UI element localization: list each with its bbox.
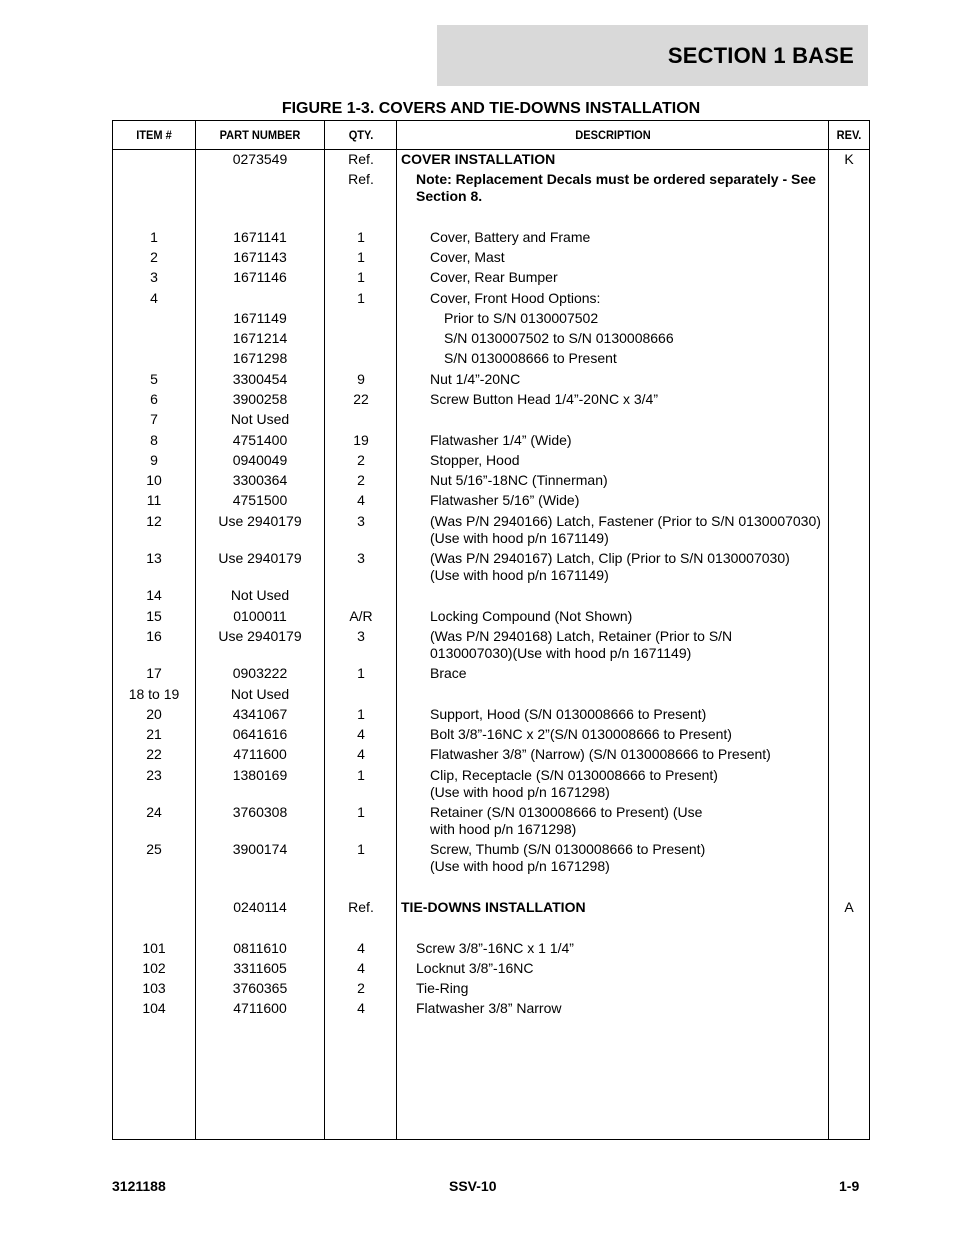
cell-part-number: 0940049 — [232, 452, 288, 468]
cell-quantity: 1 — [357, 804, 365, 820]
parts-table — [112, 120, 870, 1140]
column-divider — [828, 121, 829, 1139]
cell-quantity: 1 — [357, 767, 365, 783]
cell-item-number: 8 — [150, 432, 158, 448]
cell-revision: K — [844, 151, 854, 167]
cell-quantity: 2 — [357, 980, 365, 996]
cell-description: Flatwasher 3/8” (Narrow) (S/N 0130008666 to Present) — [430, 746, 771, 762]
cell-description: (Was P/N 2940167) Latch, Clip (Prior to S/N 0130007030) (Use with hood p/n 1671149) — [430, 550, 790, 583]
column-header-rev: REV. — [836, 128, 862, 142]
cell-item-number: 10 — [146, 472, 162, 488]
cell-quantity: Ref. — [348, 151, 374, 167]
cell-quantity: 22 — [353, 391, 369, 407]
cell-part-number: 3311605 — [233, 960, 287, 976]
column-header-part-number: PART NUMBER — [219, 128, 301, 142]
cell-description: S/N 0130007502 to S/N 0130008666 — [444, 330, 674, 346]
cell-description: Locking Compound (Not Shown) — [430, 608, 633, 624]
cell-part-number: 0641616 — [232, 726, 288, 742]
cell-part-number: Use 2940179 — [218, 628, 302, 644]
cell-description: Brace — [430, 665, 467, 681]
cell-part-number: 0811610 — [233, 940, 287, 956]
cell-description: Bolt 3/8”-16NC x 2”(S/N 0130008666 to Present) — [430, 726, 732, 742]
cell-quantity: A/R — [349, 608, 373, 624]
cell-part-number: 3760308 — [232, 804, 288, 820]
cell-description: Support, Hood (S/N 0130008666 to Present) — [430, 706, 707, 722]
cell-part-number: 3300364 — [232, 472, 288, 488]
cell-description: (Was P/N 2940166) Latch, Fastener (Prior to S/N 0130007030) (Use with hood p/n 1671149) — [430, 513, 821, 546]
cell-part-number: 4751400 — [232, 432, 288, 448]
figure-title: FIGURE 1-3. COVERS AND TIE-DOWNS INSTALLATION — [281, 100, 701, 117]
cell-description: Clip, Receptacle (S/N 0130008666 to Present) (Use with hood p/n 1671298) — [430, 767, 718, 800]
cell-quantity: 9 — [357, 371, 365, 387]
cell-part-number: 3900258 — [232, 391, 288, 407]
cell-part-number: 0100011 — [233, 608, 287, 624]
cell-description: Prior to S/N 0130007502 — [444, 310, 599, 326]
cell-part-number: 4711600 — [233, 746, 287, 762]
cell-quantity: 1 — [357, 229, 365, 245]
cell-description: Flatwasher 5/16” (Wide) — [430, 492, 580, 508]
cell-item-number: 12 — [146, 513, 162, 529]
cell-item-number: 3 — [150, 269, 158, 285]
document-number: 3121188 — [112, 1178, 166, 1194]
cell-part-number: Not Used — [230, 587, 290, 603]
cell-item-number: 17 — [146, 665, 162, 681]
cell-part-number: 4711600 — [233, 1000, 287, 1016]
cell-item-number: 9 — [150, 452, 158, 468]
cell-quantity: 1 — [357, 665, 365, 681]
model-name: SSV-10 — [449, 1178, 497, 1194]
cell-part-number: 1671149 — [233, 310, 287, 326]
cell-item-number: 2 — [150, 249, 158, 265]
cell-quantity: 1 — [357, 269, 365, 285]
cell-description: Stopper, Hood — [430, 452, 520, 468]
cell-quantity: Ref. — [348, 171, 374, 187]
cell-description: Flatwasher 3/8” Narrow — [416, 1000, 562, 1016]
cell-item-number: 13 — [146, 550, 162, 566]
cell-description: Cover, Battery and Frame — [430, 229, 591, 245]
cell-part-number: 1671214 — [232, 330, 288, 346]
cell-description: Note: Replacement Decals must be ordered separately - See Section 8. — [416, 171, 816, 204]
cell-part-number: Not Used — [230, 411, 290, 427]
cell-part-number: Use 2940179 — [218, 513, 302, 529]
cell-item-number: 4 — [150, 290, 158, 306]
cell-item-number: 101 — [142, 940, 166, 956]
cell-description: Tie-Ring — [416, 980, 469, 996]
cell-item-number: 25 — [146, 841, 162, 857]
cell-part-number: 1671141 — [233, 229, 287, 245]
cell-description: TIE-DOWNS INSTALLATION — [401, 899, 586, 915]
cell-part-number: 1671143 — [233, 249, 287, 265]
cell-quantity: 1 — [357, 841, 365, 857]
cell-item-number: 23 — [146, 767, 162, 783]
cell-description: Retainer (S/N 0130008666 to Present) (Use with hood p/n 1671298) — [430, 804, 703, 837]
cell-part-number: 3760365 — [232, 980, 288, 996]
cell-revision: A — [844, 899, 854, 915]
header-divider — [113, 149, 869, 150]
cell-quantity: 4 — [357, 1000, 365, 1016]
cell-description: Screw 3/8”-16NC x 1 1/4” — [416, 940, 574, 956]
page-number: 1-9 — [839, 1178, 860, 1194]
cell-item-number: 1 — [150, 229, 158, 245]
cell-description: Flatwasher 1/4” (Wide) — [430, 432, 572, 448]
cell-quantity: 2 — [357, 472, 365, 488]
cell-description: Screw, Thumb (S/N 0130008666 to Present) (Use with hood p/n 1671298) — [430, 841, 706, 874]
cell-quantity: Ref. — [348, 899, 374, 915]
cell-part-number: 0273549 — [232, 151, 288, 167]
cell-item-number: 15 — [146, 608, 162, 624]
cell-description: Locknut 3/8”-16NC — [416, 960, 534, 976]
cell-quantity: 4 — [357, 940, 365, 956]
cell-item-number: 6 — [150, 391, 158, 407]
section-header — [437, 25, 868, 86]
cell-description: Nut 5/16”-18NC (Tinnerman) — [430, 472, 608, 488]
cell-quantity: 3 — [357, 550, 365, 566]
cell-part-number: 1671298 — [232, 350, 288, 366]
cell-part-number: 1671146 — [233, 269, 287, 285]
cell-description: Cover, Rear Bumper — [430, 269, 558, 285]
cell-quantity: 19 — [353, 432, 369, 448]
cell-description: (Was P/N 2940168) Latch, Retainer (Prior to S/N 0130007030)(Use with hood p/n 1671149) — [430, 628, 733, 661]
cell-description: Cover, Front Hood Options: — [430, 290, 601, 306]
cell-part-number: 4751500 — [232, 492, 288, 508]
cell-part-number: 0240114 — [233, 899, 287, 915]
cell-quantity: 4 — [357, 960, 365, 976]
cell-description: Nut 1/4”-20NC — [430, 371, 521, 387]
cell-item-number: 104 — [142, 1000, 166, 1016]
cell-part-number: 0903222 — [232, 665, 288, 681]
column-header-item: ITEM # — [136, 128, 172, 142]
cell-quantity: 1 — [357, 249, 365, 265]
cell-item-number: 103 — [142, 980, 166, 996]
cell-part-number: 3900174 — [232, 841, 288, 857]
cell-quantity: 4 — [357, 726, 365, 742]
cell-quantity: 2 — [357, 452, 365, 468]
cell-part-number: Not Used — [230, 686, 290, 702]
cell-quantity: 1 — [357, 290, 365, 306]
cell-quantity: 3 — [357, 628, 365, 644]
cell-item-number: 16 — [146, 628, 162, 644]
cell-item-number: 7 — [150, 411, 158, 427]
cell-part-number: 3300454 — [232, 371, 288, 387]
cell-description: Cover, Mast — [430, 249, 505, 265]
cell-item-number: 20 — [146, 706, 162, 722]
cell-quantity: 1 — [357, 706, 365, 722]
section-title: SECTION 1 BASE — [667, 42, 854, 68]
cell-part-number: 1380169 — [232, 767, 288, 783]
cell-item-number: 21 — [146, 726, 162, 742]
cell-quantity: 3 — [357, 513, 365, 529]
cell-item-number: 14 — [146, 587, 162, 603]
cell-item-number: 5 — [150, 371, 158, 387]
cell-description: Screw Button Head 1/4”-20NC x 3/4” — [430, 391, 658, 407]
cell-item-number: 11 — [146, 492, 162, 508]
cell-quantity: 4 — [357, 492, 365, 508]
cell-item-number: 102 — [142, 960, 166, 976]
cell-part-number: 4341067 — [232, 706, 288, 722]
column-header-description: DESCRIPTION — [575, 128, 651, 142]
column-header-qty: QTY. — [348, 128, 374, 142]
cell-part-number: Use 2940179 — [218, 550, 302, 566]
cell-item-number: 18 to 19 — [128, 686, 180, 702]
cell-item-number: 24 — [146, 804, 162, 820]
cell-item-number: 22 — [146, 746, 162, 762]
cell-description: COVER INSTALLATION — [401, 151, 556, 167]
cell-description: S/N 0130008666 to Present — [444, 350, 617, 366]
cell-quantity: 4 — [357, 746, 365, 762]
